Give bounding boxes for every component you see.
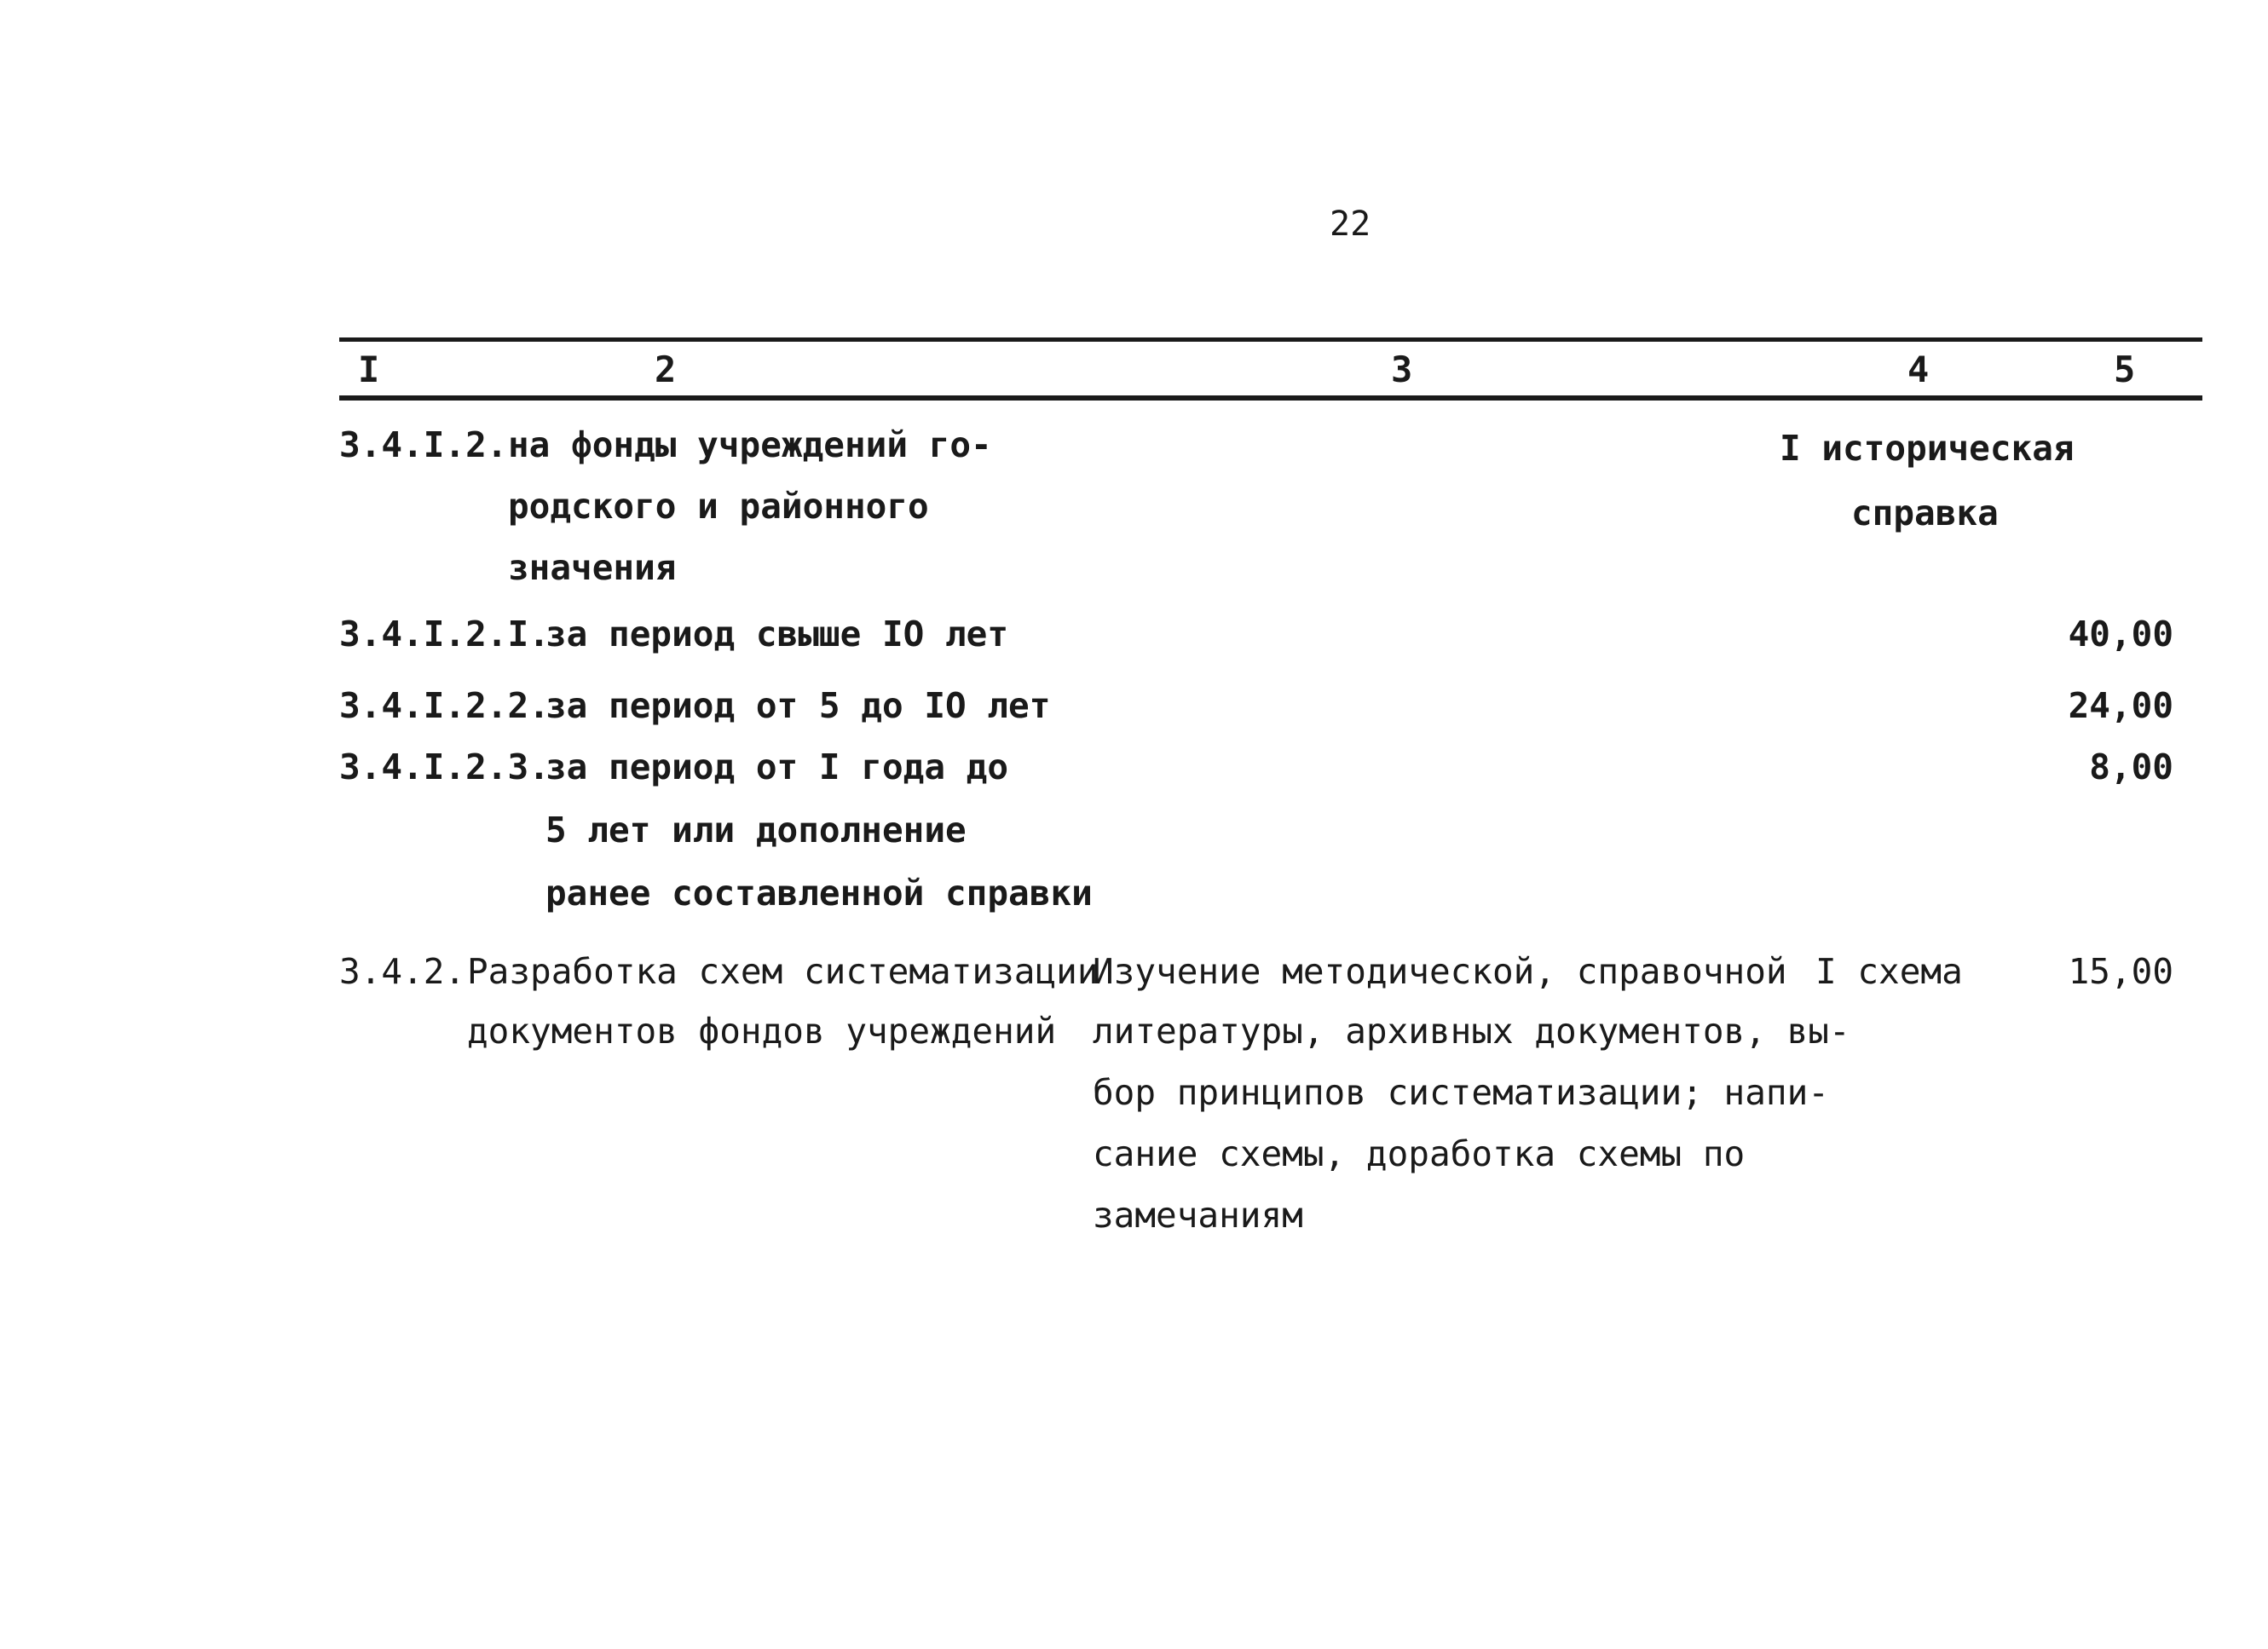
row-name-line: за период свыше IO лет	[545, 614, 1009, 654]
row-content-line: литературы, архивных документов, вы-	[1093, 1011, 1850, 1052]
row-value: 15,00	[2068, 951, 2173, 992]
row-name-line: Разработка схем систематизации	[467, 951, 1099, 992]
table-header-rule	[339, 395, 2202, 401]
header-col-4: 4	[1907, 349, 1930, 390]
header-col-1: I	[358, 349, 380, 390]
row-unit-line: I схема	[1815, 951, 1963, 992]
row-content-line: сание схемы, доработка схемы по	[1093, 1133, 1746, 1174]
header-col-5: 5	[2114, 349, 2136, 390]
row-content-line: Изучение методической, справочной	[1093, 951, 1787, 992]
row-name-line: 5 лет или дополнение	[545, 810, 967, 850]
page-number: 22	[1330, 205, 1371, 244]
row-code: 3.4.I.2.2.	[339, 685, 550, 726]
row-name-line: значения	[508, 547, 677, 588]
row-code: 3.4.I.2.I.	[339, 614, 550, 654]
row-content-line: бор принципов систематизации; напи-	[1093, 1072, 1829, 1113]
row-name-line: за период от 5 до IO лет	[545, 685, 1051, 726]
row-name-line: за период от I года до	[545, 747, 1009, 787]
row-value: 40,00	[2068, 614, 2173, 654]
row-content-line: замечаниям	[1093, 1195, 1303, 1236]
row-unit-line: справка	[1851, 493, 1999, 533]
row-unit-line: I историческая	[1780, 428, 2075, 469]
table-top-rule	[339, 337, 2202, 342]
row-value: 8,00	[2089, 747, 2173, 787]
row-code: 3.4.I.2.	[339, 424, 508, 465]
row-name-line: родского и районного	[508, 486, 929, 527]
row-name-line: документов фондов учреждений	[467, 1011, 1057, 1052]
row-name-line: на фонды учреждений го-	[508, 424, 992, 465]
header-col-3: 3	[1391, 349, 1413, 390]
row-code: 3.4.I.2.3.	[339, 747, 550, 787]
header-col-2: 2	[655, 349, 677, 390]
row-value: 24,00	[2068, 685, 2173, 726]
row-code: 3.4.2.	[339, 951, 466, 992]
row-name-line: ранее составленной справки	[545, 873, 1093, 914]
